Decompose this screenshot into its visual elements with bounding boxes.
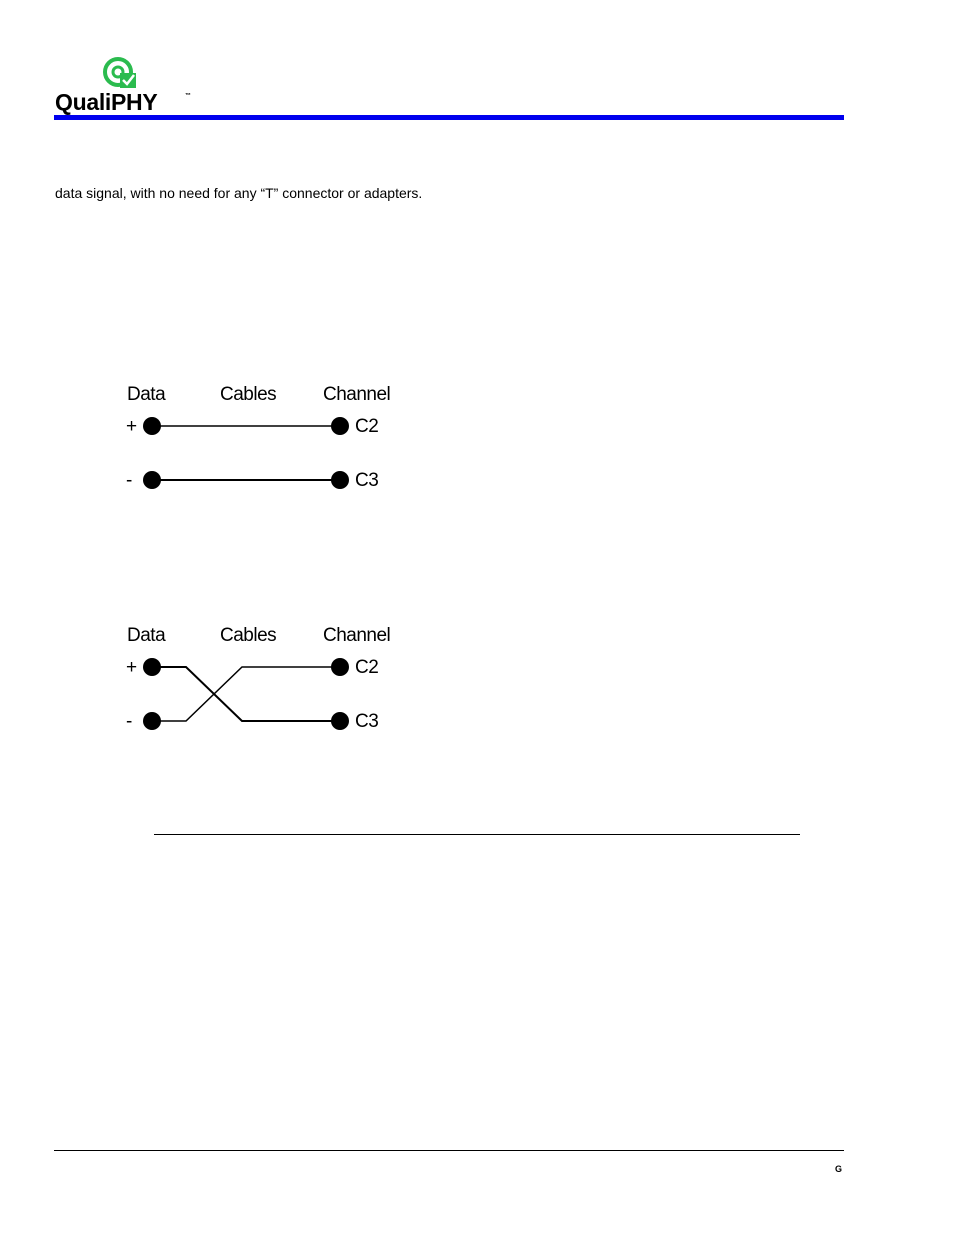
footer-rule — [54, 1150, 844, 1151]
data-positive-terminal — [143, 417, 161, 435]
channel-c2-terminal — [331, 658, 349, 676]
label-channel-c2: C2 — [355, 416, 379, 437]
label-channel-c2: C2 — [355, 657, 379, 678]
data-negative-terminal — [143, 712, 161, 730]
label-channel-c3: C3 — [355, 711, 379, 732]
label-positive: + — [126, 657, 137, 678]
wire-positive-to-c3 — [152, 667, 340, 721]
logo-wordmark: QualiPHY — [55, 89, 158, 115]
body-paragraph: data signal, with no need for any “T” connector or adapters. — [55, 185, 423, 201]
straight-connection-diagram — [120, 382, 420, 502]
qualiphy-logo-icon — [103, 56, 139, 92]
label-negative: - — [126, 470, 132, 491]
col-label-data: Data — [127, 625, 166, 646]
label-channel-c3: C3 — [355, 470, 379, 491]
channel-c3-terminal — [331, 471, 349, 489]
logo-trademark: ™ — [185, 93, 191, 99]
qualiphy-logo — [55, 56, 215, 118]
col-label-cables: Cables — [220, 625, 277, 646]
channel-c2-terminal — [331, 417, 349, 435]
col-label-channel: Channel — [323, 384, 391, 405]
channel-c3-terminal — [331, 712, 349, 730]
col-label-data: Data — [127, 384, 166, 405]
footer-page-mark: G — [835, 1164, 843, 1174]
label-negative: - — [126, 711, 132, 732]
data-negative-terminal — [143, 471, 161, 489]
col-label-cables: Cables — [220, 384, 277, 405]
label-positive: + — [126, 416, 137, 437]
col-label-channel: Channel — [323, 625, 391, 646]
section-divider — [154, 834, 800, 835]
wire-negative-to-c2 — [152, 667, 340, 721]
header-rule — [54, 115, 844, 120]
data-positive-terminal — [143, 658, 161, 676]
crossed-connection-diagram — [120, 623, 420, 743]
